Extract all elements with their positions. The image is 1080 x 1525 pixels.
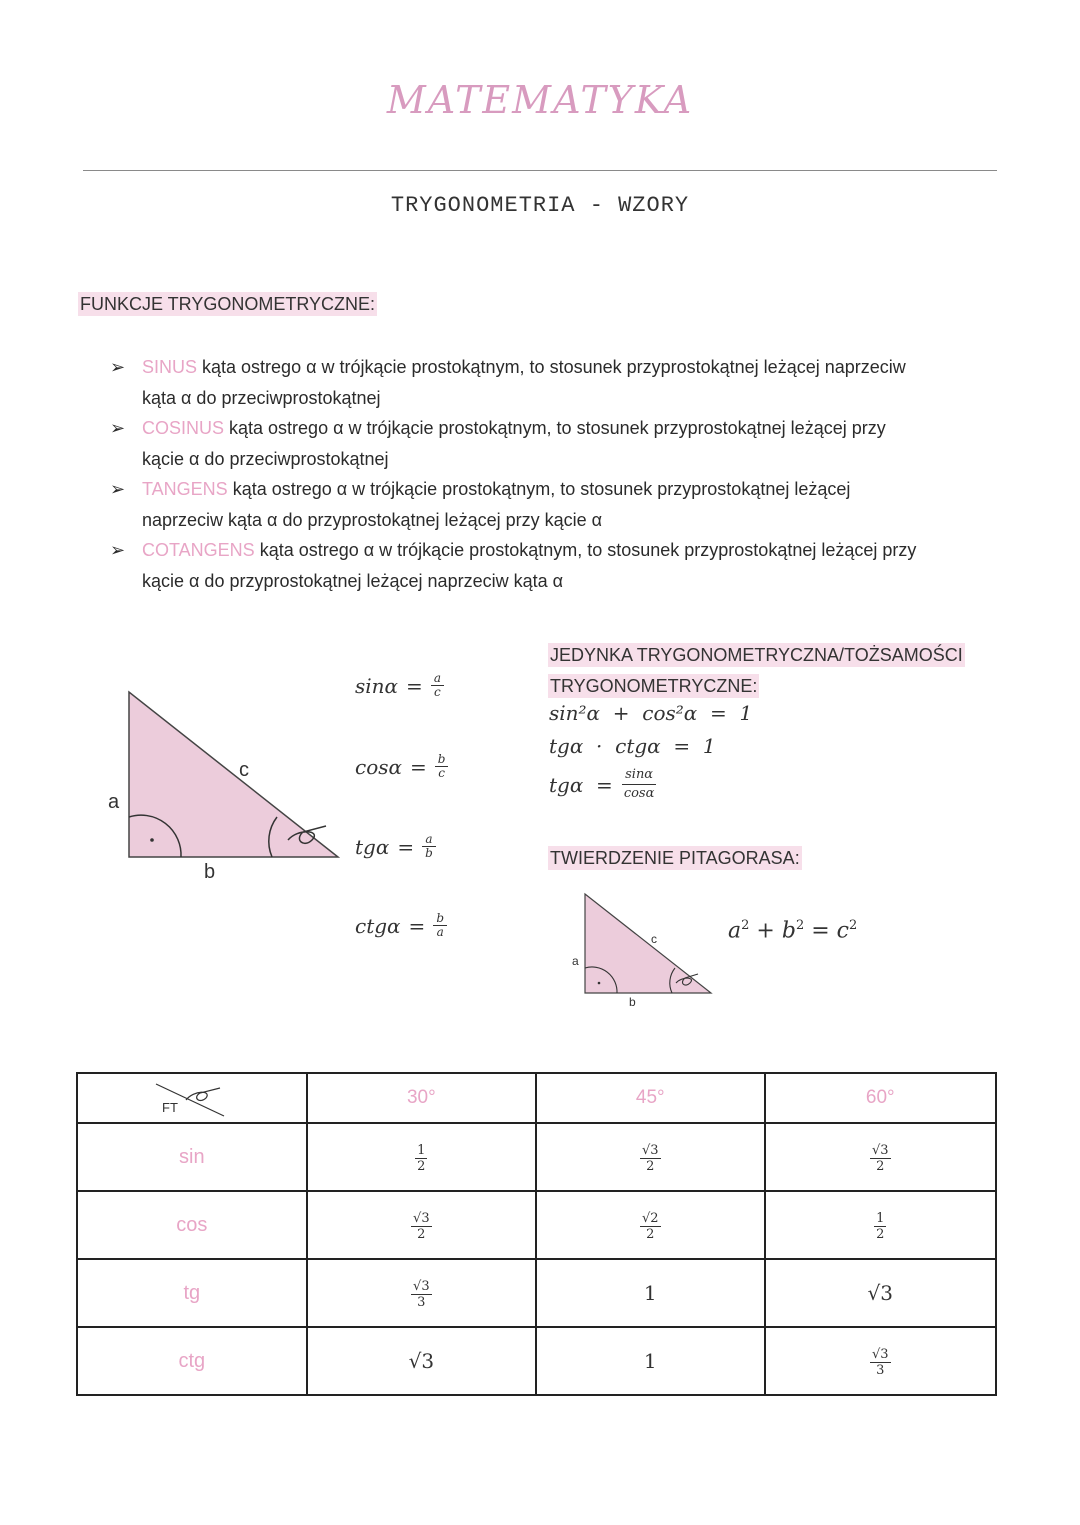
pyth-b: b xyxy=(781,918,796,944)
cell-fraction xyxy=(874,1211,886,1242)
side-a-label: a xyxy=(572,954,579,968)
fraction-numerator: sinα xyxy=(622,766,656,785)
formula-lhs: cosα xyxy=(355,754,403,779)
pyth-exp: 2 xyxy=(741,918,750,933)
definition-sinus xyxy=(110,352,1010,413)
fraction-denominator: 2 xyxy=(876,1226,885,1242)
page-subtitle: TRYGONOMETRIA - WZORY xyxy=(390,193,690,218)
row-header-sin: sin xyxy=(77,1123,307,1191)
fraction-denominator: c xyxy=(438,766,445,780)
definition-cosinus xyxy=(110,413,1010,474)
definitions-list xyxy=(110,352,1010,596)
table-cell xyxy=(765,1327,997,1395)
page-title: MATEMATYKA xyxy=(386,78,694,122)
term-cosinus: COSINUS xyxy=(142,418,225,438)
identity-fraction xyxy=(621,766,658,803)
table-cell-value: √3 xyxy=(307,1327,536,1395)
table-corner-cell xyxy=(77,1073,307,1123)
definition-text: kącie α do przyprostokątnej leżącej naprzeciw kąta α xyxy=(142,570,564,591)
fraction-numerator: a xyxy=(431,672,444,686)
cell-fraction xyxy=(640,1211,661,1242)
fraction-denominator: 3 xyxy=(876,1362,885,1378)
formula-fraction xyxy=(431,672,444,699)
trig-values-table xyxy=(76,1072,997,1396)
pyth-a: a xyxy=(728,918,742,944)
table-cell xyxy=(307,1123,536,1191)
column-header-60: 60° xyxy=(765,1073,997,1123)
bullet-arrow-icon: ➢ xyxy=(110,540,126,560)
fraction-numerator: √3 xyxy=(413,1210,430,1226)
definition-text: kąta ostrego α w trójkącie prostokątnym, to stosunek przyprostokątnej leżącej naprzeciw xyxy=(197,357,906,377)
side-c-label: c xyxy=(651,932,657,946)
table-cell xyxy=(307,1191,536,1259)
section-heading-functions xyxy=(78,294,377,315)
bullet-arrow-icon: ➢ xyxy=(110,418,126,438)
formula-equals: = xyxy=(408,913,426,938)
fraction-numerator: b xyxy=(433,912,447,926)
pythagoras-formula xyxy=(728,918,857,943)
table-cell-value: √3 xyxy=(765,1259,997,1327)
side-c-label: c xyxy=(239,759,249,781)
definition-text: naprzeciw kąta α do przyprostokątnej leżącej przy kącie α xyxy=(142,509,603,530)
table-row-sin xyxy=(77,1123,996,1191)
column-header-45: 45° xyxy=(536,1073,764,1123)
pyth-plus: + xyxy=(756,918,775,944)
formula-sin xyxy=(355,672,444,699)
table-cell xyxy=(765,1191,997,1259)
fraction-numerator: 1 xyxy=(876,1210,885,1226)
table-cell xyxy=(536,1191,764,1259)
formula-equals: = xyxy=(410,754,427,779)
row-header-tg: tg xyxy=(77,1259,307,1327)
pyth-exp: 2 xyxy=(795,918,805,933)
corner-ft-label: FT xyxy=(161,1100,178,1115)
row-header-ctg: ctg xyxy=(77,1327,307,1395)
column-header-30: 30° xyxy=(307,1073,536,1123)
fraction-numerator: 1 xyxy=(417,1142,426,1158)
pythagoras-triangle-diagram xyxy=(566,888,716,1010)
formula-lhs: sinα xyxy=(355,673,399,698)
right-angle-dot xyxy=(150,838,154,842)
fraction-numerator: √3 xyxy=(641,1142,659,1158)
fraction-denominator: a xyxy=(436,925,444,939)
table-cell-value: 1 xyxy=(536,1259,764,1327)
fraction-numerator: √3 xyxy=(871,1142,889,1158)
fraction-numerator: a xyxy=(422,833,435,847)
pyth-eq: = xyxy=(811,918,830,944)
identity-lhs: tgα = xyxy=(549,772,613,797)
triangle-shape xyxy=(585,894,711,993)
formula-ctg xyxy=(355,912,447,939)
side-b-label: b xyxy=(629,995,636,1009)
fraction-denominator: cosα xyxy=(623,786,655,801)
fraction-numerator: √2 xyxy=(641,1210,659,1226)
bullet-arrow-icon: ➢ xyxy=(110,357,126,377)
fraction-numerator: b xyxy=(435,753,449,767)
table-row-cos xyxy=(77,1191,996,1259)
term-cotangens: COTANGENS xyxy=(142,540,255,560)
definition-text: kąta α do przeciwprostokątnej xyxy=(142,387,381,408)
cell-fraction xyxy=(411,1211,432,1242)
table-row-ctg xyxy=(77,1327,996,1395)
formula-lhs: ctgα xyxy=(355,913,401,938)
term-tangens: TANGENS xyxy=(142,479,228,499)
fraction-denominator: b xyxy=(425,846,433,860)
table-cell xyxy=(536,1123,764,1191)
right-triangle-diagram xyxy=(100,680,360,890)
side-a-label: a xyxy=(108,791,120,813)
formula-cos xyxy=(355,753,448,780)
definition-text: kącie α do przeciwprostokątnej xyxy=(142,448,389,469)
fraction-denominator: 2 xyxy=(646,1158,655,1174)
cell-fraction xyxy=(640,1143,661,1174)
pyth-exp: 2 xyxy=(848,918,858,933)
formula-tg xyxy=(355,833,436,860)
section-heading-identities xyxy=(548,640,965,702)
identities-heading-line1: JEDYNKA TRYGONOMETRYCZNA/TOŻSAMOŚCI xyxy=(550,645,963,665)
definition-tangens xyxy=(110,474,1010,535)
section-heading-functions-text: FUNKCJE TRYGONOMETRYCZNE: xyxy=(80,294,376,314)
fraction-numerator: √3 xyxy=(871,1346,889,1362)
ft-alpha-corner-icon xyxy=(152,1078,232,1118)
fraction-denominator: 3 xyxy=(417,1294,426,1310)
row-header-cos: cos xyxy=(77,1191,307,1259)
fraction-denominator: 2 xyxy=(876,1158,885,1174)
table-cell-value: 1 xyxy=(536,1327,764,1395)
formula-fraction xyxy=(435,753,449,780)
right-angle-dot xyxy=(598,982,601,985)
formula-equals: = xyxy=(406,673,423,698)
section-heading-pythagoras xyxy=(548,848,802,869)
divider xyxy=(83,170,997,171)
formula-equals: = xyxy=(397,834,415,859)
identities-heading-line2: TRYGONOMETRYCZNE: xyxy=(550,676,758,696)
table-cell xyxy=(307,1259,536,1327)
table-row-tg xyxy=(77,1259,996,1327)
cell-fraction xyxy=(870,1143,891,1174)
fraction-numerator: √3 xyxy=(413,1278,430,1294)
definition-text: kąta ostrego α w trójkącie prostokątnym, to stosunek przyprostokątnej leżącej przy xyxy=(224,418,886,438)
identity-tg-ctg: tgα · ctgα = 1 xyxy=(549,734,716,758)
cell-fraction xyxy=(411,1279,432,1310)
cell-fraction xyxy=(870,1347,891,1378)
side-b-label: b xyxy=(204,861,216,883)
definition-text: kąta ostrego α w trójkącie prostokątnym, to stosunek przyprostokątnej leżącej przy xyxy=(254,540,917,560)
definition-cotangens xyxy=(110,535,1010,596)
bullet-arrow-icon: ➢ xyxy=(110,479,126,499)
fraction-denominator: 2 xyxy=(417,1226,426,1242)
term-sinus: SINUS xyxy=(142,357,198,377)
formula-fraction xyxy=(422,833,436,860)
pyth-c: c xyxy=(836,918,849,944)
fraction-denominator: 2 xyxy=(417,1158,426,1174)
table-header-row xyxy=(77,1073,996,1123)
pythagoras-heading-text: TWIERDZENIE PITAGORASA: xyxy=(550,848,800,868)
fraction-denominator: c xyxy=(434,685,441,699)
fraction-denominator: 2 xyxy=(646,1226,655,1242)
formula-fraction xyxy=(433,912,447,939)
identity-tg-quotient xyxy=(549,766,657,803)
table-cell xyxy=(765,1123,997,1191)
definition-text: kąta ostrego α w trójkącie prostokątnym, to stosunek przyprostokątnej leżącej xyxy=(227,479,851,499)
formula-lhs: tgα xyxy=(355,834,390,859)
identity-pythagorean: sin²α + cos²α = 1 xyxy=(549,701,753,725)
cell-fraction xyxy=(415,1143,427,1174)
